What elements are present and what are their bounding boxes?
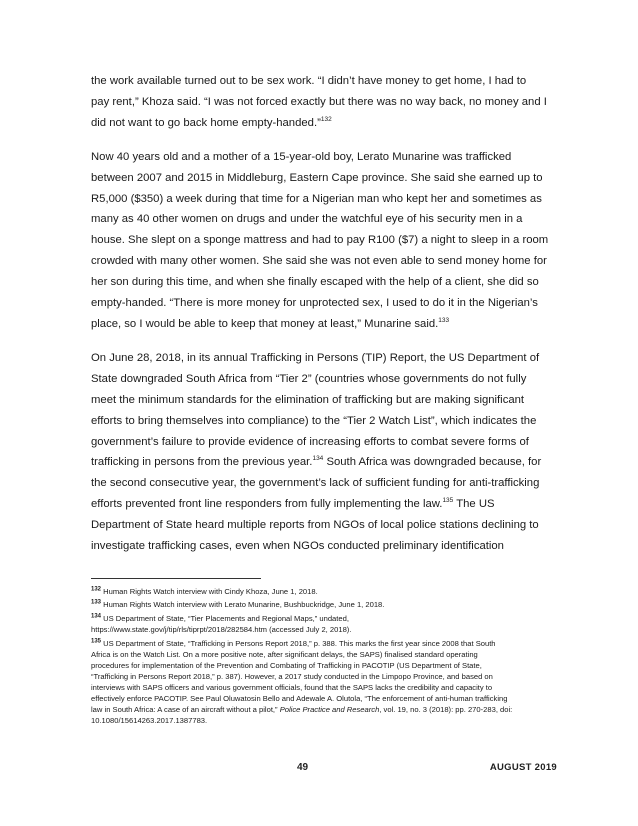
text-fragment: The US [453,498,495,511]
text-fragment: South Africa was downgraded because, for [323,456,542,469]
text-line: R5,000 ($350) a week during that time for a Nigerian man who kept her and sometimes as [91,192,542,205]
text-line: investigate trafficking cases, even when NGOs conducted preliminary identification [91,540,504,553]
footnote-number: 132 [91,586,102,593]
text-line: Now 40 years old and a mother of a 15-year-old boy, Lerato Munarine was trafficked [91,150,512,163]
text-line: pay rent,” Khoza said. “I was not forced exactly but there was no way back, no money and I [91,95,547,108]
footnote-132 [91,586,561,597]
footnote-line [91,613,561,624]
text-fragment: , vol. 19, no. 3 (2018): pp. 270-283, doi: [379,705,513,715]
text-line: On June 28, 2018, in its annual Trafficking in Persons (TIP) Report, the US Department of [91,351,540,364]
footnote-text: Human Rights Watch interview with Cindy Khoza, June 1, 2018. [103,587,318,596]
footnote-line: “Trafficking in Persons Report 2018,” p. 387). However, a 2017 study conducted in the Limpopo Province, and based on [91,671,493,681]
footnote-number: 134 [91,613,102,620]
text-line: the second consecutive year, the government’s lack of sufficient funding for anti-trafficking [91,477,540,490]
footer-date: AUGUST 2019 [489,762,557,773]
text-line: efforts to bring themselves into compliance) to the “Tier 2 Watch List”, which indicates the [91,414,537,427]
text-line: empty-handed. “There is more money for unprotected sex, I used to do it in the Nigerian’s [91,297,538,310]
journal-title: Police Practice and Research [279,705,380,715]
footnote-133 [91,599,561,610]
text-line [91,452,553,473]
page-number: 49 [297,762,309,773]
text-line: the work available turned out to be sex work. “I didn’t have money to get home, I had to [91,75,527,87]
footnote-number: 135 [91,638,102,645]
footnote-text: US Department of State, “Tier Placements and Regional Maps,” undated, [103,613,349,623]
footnote-text: Human Rights Watch interview with Lerato Munarine, Bushbuckridge, June 1, 2018. [103,600,385,610]
text-line: between 2007 and 2015 in Middleburg, Eastern Cape province. She said she earned up to [91,171,543,184]
text-line: Department of State heard multiple reports from NGOs of local police stations declining to [91,519,539,532]
footnote-ref-133[interactable]: 133 [438,317,450,325]
text-line [91,314,553,335]
main-text [91,71,553,570]
footnote-number: 133 [91,599,102,606]
footnote-line: interviews with SAPS officers and various government officials, found that the SAPS lacks the credibility and capacity to [91,682,493,692]
text-line: State downgraded South Africa from “Tier 2” (countries whose governments do not fully [91,372,527,385]
footnote-ref-135[interactable]: 135 [442,497,454,505]
text-fragment: efforts prevented front line responders from fully implementing the law. [91,498,443,511]
footnote-line [91,599,561,610]
footnote-divider [91,578,261,579]
text-fragment: trafficking in persons from the previous year. [91,456,313,469]
text-line [91,113,553,134]
text-fragment: did not want to go back home empty-handed.” [91,116,321,129]
footnote-doi: 10.1080/15614263.2017.1387783. [91,716,208,726]
footnote-ref-132[interactable]: 132 [320,116,332,124]
paragraph-tip-report [91,348,553,557]
footnote-135 [91,638,561,727]
paragraph-munarine [91,147,553,335]
text-fragment: place, so I would be able to keep that money at least,” Munarine said. [91,317,439,330]
paragraph-khoza [91,71,553,134]
text-fragment: law in South Africa: A case of an aircraft without a pilot,” [91,705,280,715]
footnote-134 [91,613,561,635]
footnote-line [91,586,561,597]
text-line: meet the minimum standards for the elimination of trafficking but are making significant [91,393,525,406]
footnote-line [91,638,561,649]
footnote-text: US Department of State, “Trafficking in Persons Report 2018,” p. 388. This marks the first year since 2008 that South [103,638,496,648]
footnote-line: effectively enforce PACOTIP. See Paul Oluwatosin Bello and Adewale A. Olutola, “The enforcement of anti-human trafficking [91,694,508,704]
text-line: house. She slept on a sponge mattress and had to pay R100 ($7) a night to sleep in a room [91,234,549,247]
footnote-url[interactable]: https://www.state.gov/j/tip/rls/tiprpt/2018/282584.htm (accessed July 2, 2018). [91,625,352,635]
footnote-ref-134[interactable]: 134 [312,455,324,463]
footnotes [91,586,561,729]
footnote-line [91,704,561,715]
text-line: many as 40 other women on drugs and under the watchful eye of his security men in a [91,213,523,226]
text-line [91,494,553,515]
text-line: her son during this time, and when she finally escaped with the help of a client, she did so [91,276,539,289]
footnote-line: Africa is on the Watch List. On a more positive note, after significant delays, the SAPS) finalised standard operating [91,649,478,659]
text-line: government’s failure to provide evidence of increasing efforts to combat severe forms of [91,435,529,448]
text-line: crowded with many other women. She said she was not even able to send money home for [91,255,547,268]
footnote-line: procedures for implementation of the Prevention and Combating of Trafficking in PACOTIP (US Department of State, [91,660,482,670]
